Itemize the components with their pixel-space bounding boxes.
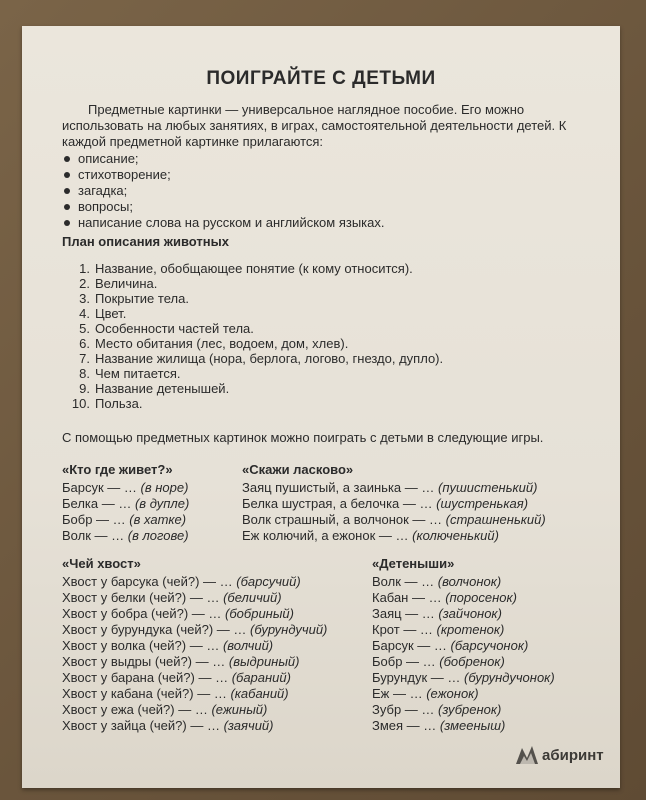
list-item: описание; xyxy=(62,151,582,167)
row-answer: (кабаний) xyxy=(230,686,289,701)
games-intro: С помощью предметных картинок можно поиграть с детьми в следующие игры. xyxy=(62,430,544,445)
row-question: Хвост у бурундука (чей?) — … xyxy=(62,622,251,637)
list-item xyxy=(62,381,582,396)
row-question: Заяц пушистый, а заинька — … xyxy=(242,480,438,495)
game-title: «Чей хвост» xyxy=(62,556,141,571)
game-row xyxy=(372,718,555,734)
row-answer: (пушистенький) xyxy=(437,480,538,495)
item-text: Покрытие тела. xyxy=(95,291,189,306)
row-answer: (колюченький) xyxy=(412,528,499,543)
item-text: Величина. xyxy=(95,276,158,291)
list-item: загадка; xyxy=(62,183,582,199)
game-row xyxy=(62,718,327,734)
game-row xyxy=(242,512,546,528)
list-item xyxy=(62,366,582,381)
row-question: Белка — … xyxy=(62,496,135,511)
materials-list xyxy=(62,151,582,231)
watermark-text: абиринт xyxy=(542,746,604,764)
game-row xyxy=(372,606,555,622)
game-row xyxy=(62,590,327,606)
game-title: «Кто где живет?» xyxy=(62,462,173,477)
item-number: 10. xyxy=(71,396,90,411)
row-answer: (заячий) xyxy=(223,718,274,733)
labirint-logo-icon xyxy=(514,744,540,766)
row-answer: (волчий) xyxy=(222,638,274,653)
game-babies xyxy=(372,556,555,734)
item-text: Особенности частей тела. xyxy=(95,321,254,336)
row-answer: (в хатке) xyxy=(129,512,187,527)
row-answer: (шустренькая) xyxy=(436,496,529,511)
item-text: Название, обобщающее понятие (к кому относится). xyxy=(95,261,413,276)
game-row xyxy=(62,606,327,622)
row-question: Хвост у волка (чей?) — … xyxy=(62,638,223,653)
intro-section xyxy=(62,102,582,231)
game-row xyxy=(62,512,189,528)
game-row xyxy=(62,654,327,670)
row-answer: (барсучий) xyxy=(236,574,301,589)
game-row xyxy=(62,622,327,638)
row-question: Хвост у барана (чей?) — … xyxy=(62,670,232,685)
row-answer: (змееныш) xyxy=(439,718,506,733)
game-row xyxy=(372,638,555,654)
game-row xyxy=(372,574,555,590)
game-title: «Детеныши» xyxy=(372,556,455,571)
game-title: «Скажи ласково» xyxy=(242,462,354,477)
row-question: Бурундук — … xyxy=(372,670,464,685)
row-question: Волк — … xyxy=(372,574,438,589)
game-row xyxy=(372,590,555,606)
row-answer: (в логове) xyxy=(127,528,189,543)
page-title: ПОИГРАЙТЕ С ДЕТЬМИ xyxy=(206,68,436,89)
row-question: Волк страшный, а волчонок — … xyxy=(242,512,446,527)
row-question: Кабан — … xyxy=(372,590,446,605)
game-row xyxy=(62,574,327,590)
row-answer: (выдриный) xyxy=(228,654,300,669)
game-row xyxy=(372,670,555,686)
row-answer: (ежиный) xyxy=(211,702,268,717)
row-question: Барсук — … xyxy=(62,480,141,495)
row-answer: (зайчонок) xyxy=(438,606,502,621)
item-text: Чем питается. xyxy=(95,366,181,381)
item-number: 9. xyxy=(79,381,90,396)
game-row xyxy=(372,702,555,718)
row-question: Барсук — … xyxy=(372,638,451,653)
row-question: Бобр — … xyxy=(62,512,130,527)
item-number: 1. xyxy=(79,261,90,276)
row-question: Хвост у бобра (чей?) — … xyxy=(62,606,226,621)
item-number: 2. xyxy=(79,276,90,291)
row-answer: (бобриный) xyxy=(225,606,294,621)
game-row xyxy=(242,528,546,544)
game-whose-tail xyxy=(62,556,327,734)
row-answer: (зубренок) xyxy=(438,702,502,717)
game-row xyxy=(62,480,189,496)
list-item xyxy=(62,306,582,321)
row-question: Хвост у зайца (чей?) — … xyxy=(62,718,224,733)
row-answer: (ежонок) xyxy=(426,686,479,701)
game-row xyxy=(62,702,327,718)
row-answer: (кротенок) xyxy=(436,622,505,637)
game-row xyxy=(62,496,189,512)
game-say-kindly xyxy=(242,462,546,544)
row-question: Еж — … xyxy=(372,686,427,701)
game-row xyxy=(62,528,189,544)
row-answer: (бурундучонок) xyxy=(463,670,555,685)
row-question: Хвост у кабана (чей?) — … xyxy=(62,686,231,701)
item-number: 7. xyxy=(79,351,90,366)
game-row xyxy=(372,654,555,670)
row-question: Белка шустрая, а белочка — … xyxy=(242,496,437,511)
row-question: Змея — … xyxy=(372,718,440,733)
list-item xyxy=(62,351,582,366)
row-answer: (поросенок) xyxy=(445,590,517,605)
game-row xyxy=(62,686,327,702)
row-question: Волк — … xyxy=(62,528,128,543)
game-row xyxy=(372,686,555,702)
item-number: 5. xyxy=(79,321,90,336)
row-answer: (бобренок) xyxy=(439,654,505,669)
row-question: Хвост у белки (чей?) — … xyxy=(62,590,224,605)
row-question: Хвост у ежа (чей?) — … xyxy=(62,702,212,717)
plan-heading: План описания животных xyxy=(62,234,229,249)
game-where-lives xyxy=(62,462,189,544)
row-question: Крот — … xyxy=(372,622,437,637)
row-answer: (в норе) xyxy=(140,480,189,495)
row-question: Хвост у барсука (чей?) — … xyxy=(62,574,237,589)
item-number: 8. xyxy=(79,366,90,381)
row-answer: (бараний) xyxy=(231,670,291,685)
list-item: вопросы; xyxy=(62,199,582,215)
item-text: Цвет. xyxy=(95,306,127,321)
item-number: 4. xyxy=(79,306,90,321)
list-item xyxy=(62,321,582,336)
game-row xyxy=(242,480,546,496)
game-row xyxy=(62,638,327,654)
list-item: написание слова на русском и английском языках. xyxy=(62,215,582,231)
item-text: Название жилища (нора, берлога, логово, гнездо, дупло). xyxy=(95,351,444,366)
row-answer: (беличий) xyxy=(223,590,282,605)
list-item xyxy=(62,276,582,291)
item-text: Польза. xyxy=(95,396,143,411)
list-item: стихотворение; xyxy=(62,167,582,183)
row-question: Зубр — … xyxy=(372,702,439,717)
row-question: Еж колючий, а ежонок — … xyxy=(242,528,413,543)
plan-list xyxy=(62,261,582,411)
list-item xyxy=(62,396,582,411)
item-number: 6. xyxy=(79,336,90,351)
row-question: Бобр — … xyxy=(372,654,440,669)
document-page xyxy=(22,26,620,788)
row-answer: (барсучонок) xyxy=(450,638,529,653)
row-question: Заяц — … xyxy=(372,606,439,621)
list-item xyxy=(62,261,582,276)
item-text: Название детенышей. xyxy=(95,381,230,396)
game-row xyxy=(242,496,546,512)
item-text: Место обитания (лес, водоем, дом, хлев). xyxy=(95,336,349,351)
game-row xyxy=(62,670,327,686)
list-item xyxy=(62,336,582,351)
game-row xyxy=(372,622,555,638)
watermark xyxy=(514,744,604,766)
row-answer: (волчонок) xyxy=(437,574,502,589)
row-answer: (бурундучий) xyxy=(250,622,328,637)
row-question: Хвост у выдры (чей?) — … xyxy=(62,654,229,669)
intro-paragraph: Предметные картинки — универсальное наглядное пособие. Его можно использовать на любых занятиях, в играх, самостоятельной деятельности детей. К каждой предметной картинке прилагаются: xyxy=(62,102,567,149)
item-number: 3. xyxy=(79,291,90,306)
list-item xyxy=(62,291,582,306)
row-answer: (в дупле) xyxy=(134,496,190,511)
row-answer: (страшненький) xyxy=(445,512,546,527)
